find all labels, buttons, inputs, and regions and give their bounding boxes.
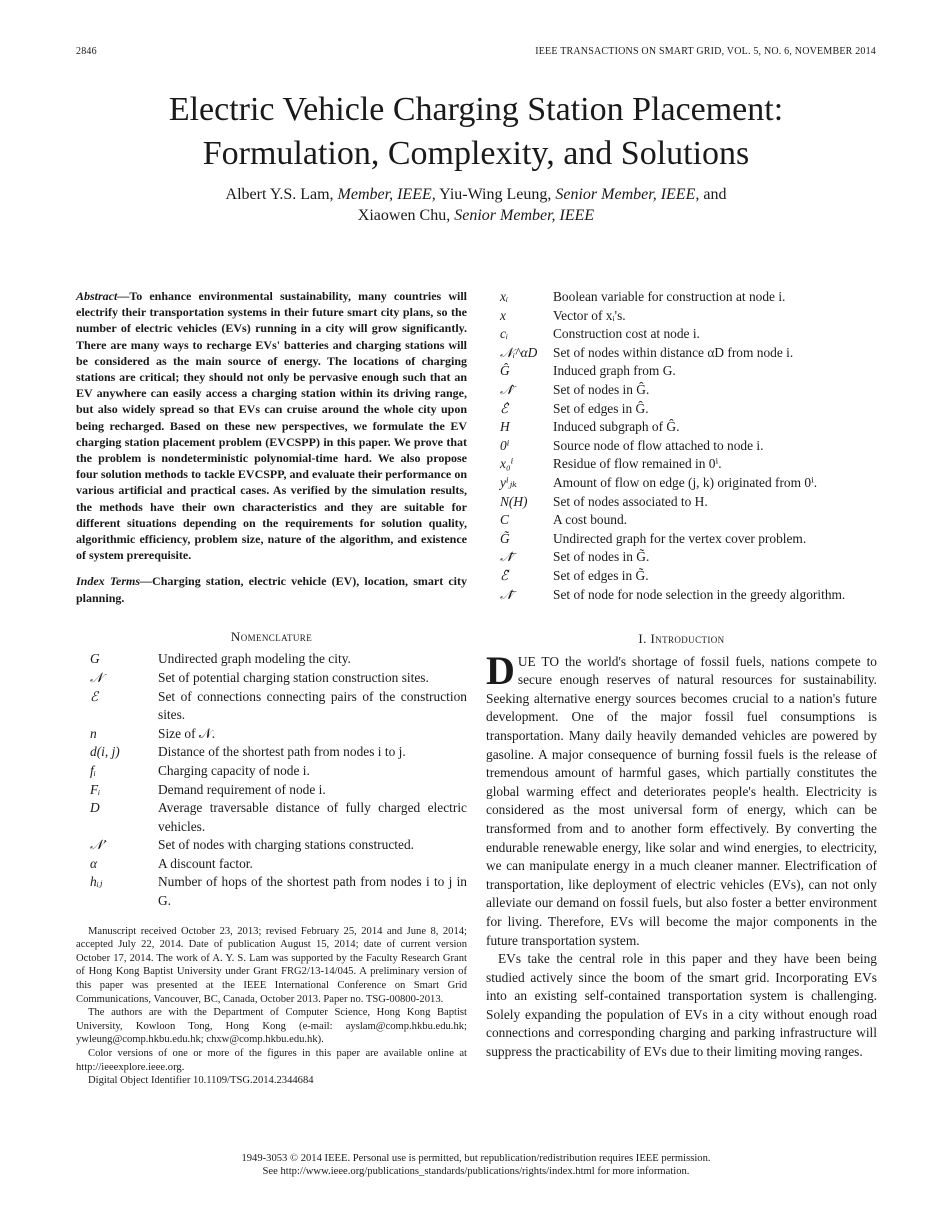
nomenclature-row	[76, 836, 467, 855]
nomenclature-symbol: 𝒩	[90, 669, 103, 685]
nomenclature-symbol: N(H)	[500, 493, 528, 509]
nomenclature-symbol: cᵢ	[500, 326, 509, 342]
author-and: and	[703, 186, 727, 203]
nomenclature-table-right	[486, 288, 877, 604]
nomenclature-row	[76, 873, 467, 910]
nomenclature-row	[76, 669, 467, 688]
author-3-role: Senior Member, IEEE	[454, 207, 595, 224]
nomenclature-definition: Undirected graph for the vertex cover problem.	[553, 530, 807, 546]
nomenclature-symbol: G	[90, 651, 100, 667]
author-1-name: Albert Y.S. Lam,	[225, 186, 334, 203]
abstract-text: To enhance environmental sustainability, many countries will electrify their transportation systems in their future smart city plans, so the number of electric vehicles (EVs) running in a city will grow significantly. There are many ways to recharge EVs' batteries and charging stations will be considered as the main source of energy. The locations of charging stations are critical; they should not only be pervasive enough such that an EV anywhere can easily access a charging station within its driving range, but also widely spread so that EVs can cruise around the whole city upon being recharged. Based on these new perspectives, we formulate the EV charging station placement problem (EVCSPP) in this paper. We prove that the problem is nondeterministic polynomial-time hard. We also propose four solution methods to tackle EVCSPP, and evaluate their performance on various artificial and practical cases. As verified by the simulation results, the methods have their own characteristics and they are suitable for different situations depending on the requirements for solution quality, algorithmic efficiency, problem size, nature of the algorithm, and existence of system prerequisite.	[76, 289, 467, 563]
nomenclature-symbol: D	[90, 800, 100, 816]
nomenclature-symbol: Ĝ	[500, 363, 510, 379]
nomenclature-row	[486, 362, 877, 381]
nomenclature-row	[486, 474, 877, 493]
author-1-role: Member, IEEE,	[337, 186, 436, 203]
nomenclature-row	[76, 688, 467, 725]
nomenclature-symbol: ℰ̂	[500, 400, 509, 416]
copyright-line-1: 1949-3053 © 2014 IEEE. Personal use is permitted, but republication/redistribution requires IEEE permission.	[241, 1153, 711, 1164]
paper-title	[0, 88, 952, 176]
nomenclature-definition: Induced graph from G.	[553, 363, 676, 379]
index-terms	[76, 573, 467, 605]
nomenclature-row	[76, 855, 467, 874]
title-line-2: Formulation, Complexity, and Solutions	[202, 135, 750, 172]
nomenclature-row	[76, 799, 467, 836]
nomenclature-symbol: 0ⁱ	[500, 437, 510, 453]
intro-paragraph-2: EVs take the central role in this paper and they have been being studied actively since the boom of the smart grid. Incorporating EVs into an existing self-contained transportation system is challenging. Solely expanding the population of EVs in a city without enough road connections and corresponding charging and parking infrastructure will suppress the practicability of EVs due to their limiting moving ranges.	[486, 951, 877, 1060]
nomenclature-table-left	[76, 650, 467, 910]
nomenclature-row	[486, 325, 877, 344]
nomenclature-definition: Demand requirement of node i.	[158, 781, 326, 797]
nomenclature-row	[486, 455, 877, 474]
nomenclature-symbol: α	[90, 855, 98, 871]
nomenclature-row	[486, 530, 877, 549]
drop-cap: D	[486, 647, 515, 693]
nomenclature-row	[486, 307, 877, 326]
footnote-color: Color versions of one or more of the figures in this paper are available online at http://ieeexplore.ieee.org.	[76, 1048, 467, 1073]
index-terms-text: Charging station, electric vehicle (EV), location, smart city planning.	[76, 574, 467, 605]
nomenclature-definition: Size of 𝒩.	[158, 725, 216, 741]
right-column	[486, 288, 877, 1062]
nomenclature-symbol: 𝒩̃	[500, 549, 513, 565]
nomenclature-row	[486, 437, 877, 456]
author-2-name: Yiu-Wing Leung,	[439, 186, 552, 203]
nomenclature-definition: Set of edges in G̃.	[553, 567, 649, 583]
nomenclature-definition: Set of node for node selection in the greedy algorithm.	[553, 586, 846, 602]
nomenclature-definition: Set of nodes within distance αD from node i.	[553, 344, 794, 360]
footnote-doi: Digital Object Identifier 10.1109/TSG.2014.2344684	[88, 1075, 314, 1087]
nomenclature-definition: Set of nodes with charging stations constructed.	[158, 837, 414, 853]
nomenclature-symbol: 𝒩ᵢ^αD	[500, 344, 538, 360]
nomenclature-row	[486, 586, 877, 605]
copyright-line-2: See http://www.ieee.org/publications_standards/publications/rights/index.html for more information.	[262, 1166, 690, 1178]
nomenclature-symbol: xᵢ	[500, 289, 509, 304]
nomenclature-definition: Induced subgraph of Ĝ.	[553, 419, 680, 435]
nomenclature-symbol: ℰ	[90, 688, 99, 704]
nomenclature-definition: Distance of the shortest path from nodes i to j.	[158, 744, 406, 760]
nomenclature-row	[486, 288, 877, 307]
nomenclature-row	[76, 743, 467, 762]
nomenclature-symbol: n	[90, 725, 97, 741]
nomenclature-row	[486, 344, 877, 363]
author-3-name: Xiaowen Chu,	[357, 207, 451, 224]
nomenclature-row	[76, 650, 467, 669]
footnote-manuscript: Manuscript received October 23, 2013; revised February 25, 2014 and June 8, 2014; accepted July 22, 2014. Date of publication August 15, 2014; date of current version October 17, 2014. The work of A. Y. S. Lam was supported by the Faculty Research Grant of Hong Kong Baptist University under Grant FRG2/13-14/045. A preliminary version of this paper was presented at the IEEE International Conference on Smart Grid Communications, Vancouver, BC, Canada, October 2013. Paper no. TSG-00800-2013.	[76, 925, 467, 1005]
nomenclature-row	[486, 400, 877, 419]
intro-paragraph-1: DUE TO the world's shortage of fossil fuels, nations compete to secure enough reserves of natural resources for sustainability. Seeking alternative energy sources becomes crucial to a nation's future development. One of the major fossil fuel consumptions is transportation. Many daily heavily demanded vehicles are powered by gasoline. A major consequence of burning fossil fuels is the release of tremendous amount of harmful gases, which partially constitutes the global warming effect and deteriorates people's health. Electricity is considered as the most universal form of energy, which can be transformed from and to another form effectively. By converting the endurable renewable energy, like solar and wind energies, to electricity, we can manipulate energy in a much cleaner manner. Electrification of transportation, like deployment of electric vehicles (EVs), can not only alleviate our demand on fossil fuels, but also foster a better environment for living. Therefore, EVs will become the major components in the future transportation system.	[486, 647, 877, 948]
nomenclature-definition: Residue of flow remained in 0ⁱ.	[553, 456, 722, 472]
nomenclature-definition: A cost bound.	[553, 512, 628, 528]
author-2-role: Senior Member, IEEE,	[555, 186, 700, 203]
footnote-affiliation: The authors are with the Department of Computer Science, Hong Kong Baptist University, Kowloon Tong, Hong Kong (e-mail: ayslam@comp.hkbu.edu.hk; ywleung@comp.hkbu.edu.hk; chxw@comp.hkbu.edu.hk).	[76, 1007, 467, 1046]
nomenclature-definition: Undirected graph modeling the city.	[158, 651, 351, 667]
nomenclature-row	[76, 725, 467, 744]
nomenclature-definition: Source node of flow attached to node i.	[553, 437, 764, 453]
nomenclature-row	[486, 511, 877, 530]
page-number: 2846	[76, 46, 97, 57]
nomenclature-row	[486, 548, 877, 567]
nomenclature-symbol: C	[500, 512, 509, 528]
nomenclature-symbol: 𝒩̂	[500, 381, 513, 397]
nomenclature-symbol: fᵢ	[90, 762, 96, 778]
nomenclature-definition: Amount of flow on edge (j, k) originated from 0ⁱ.	[553, 474, 818, 490]
nomenclature-definition: Set of nodes in Ĝ.	[553, 381, 650, 397]
nomenclature-row	[486, 381, 877, 400]
nomenclature-definition: Boolean variable for construction at node i.	[553, 289, 786, 304]
nomenclature-row	[486, 567, 877, 586]
nomenclature-row	[486, 418, 877, 437]
left-column	[76, 288, 467, 1088]
nomenclature-definition: Number of hops of the shortest path from nodes i to j in G.	[158, 874, 467, 909]
nomenclature-definition: Set of edges in Ĝ.	[553, 400, 649, 416]
nomenclature-definition: Set of connections connecting pairs of the construction sites.	[158, 688, 467, 723]
abstract	[76, 288, 467, 563]
nomenclature-symbol: yⁱⱼₖ	[500, 474, 518, 490]
nomenclature-definition: Set of nodes in G̃.	[553, 549, 650, 565]
nomenclature-definition: Vector of xᵢ's.	[553, 307, 626, 323]
nomenclature-symbol: d(i, j)	[90, 744, 120, 760]
abstract-label: Abstract—	[76, 289, 130, 303]
nomenclature-definition: Charging capacity of node i.	[158, 762, 310, 778]
index-terms-label: Index Terms—	[76, 574, 153, 589]
introduction-heading: I. Introduction	[638, 631, 725, 647]
introduction-body	[486, 647, 877, 1062]
nomenclature-symbol: Fᵢ	[90, 781, 101, 797]
nomenclature-definition: Average traversable distance of fully charged electric vehicles.	[158, 800, 467, 834]
nomenclature-symbol: hᵢⱼ	[90, 874, 103, 890]
nomenclature-symbol: G̃	[500, 530, 510, 546]
nomenclature-row	[76, 781, 467, 800]
nomenclature-symbol: 𝒩′	[90, 837, 106, 853]
nomenclature-row	[486, 493, 877, 512]
nomenclature-row	[76, 762, 467, 781]
title-line-1: Electric Vehicle Charging Station Placement:	[168, 91, 784, 128]
nomenclature-symbol: x₀ⁱ	[500, 456, 514, 472]
nomenclature-heading: Nomenclature	[230, 628, 313, 644]
nomenclature-definition: A discount factor.	[158, 855, 253, 871]
author-list	[0, 184, 952, 226]
nomenclature-definition: Set of nodes associated to H.	[553, 493, 708, 509]
footnotes	[76, 925, 467, 1088]
nomenclature-symbol: ℰ̃	[500, 567, 509, 583]
copyright-notice	[0, 1152, 952, 1179]
nomenclature-symbol: x	[500, 307, 506, 323]
nomenclature-definition: Construction cost at node i.	[553, 326, 700, 342]
journal-header: IEEE TRANSACTIONS ON SMART GRID, VOL. 5, NO. 6, NOVEMBER 2014	[535, 46, 876, 57]
nomenclature-symbol: 𝒩̄	[500, 586, 513, 602]
nomenclature-symbol: H	[500, 419, 510, 435]
nomenclature-definition: Set of potential charging station construction sites.	[158, 669, 429, 685]
